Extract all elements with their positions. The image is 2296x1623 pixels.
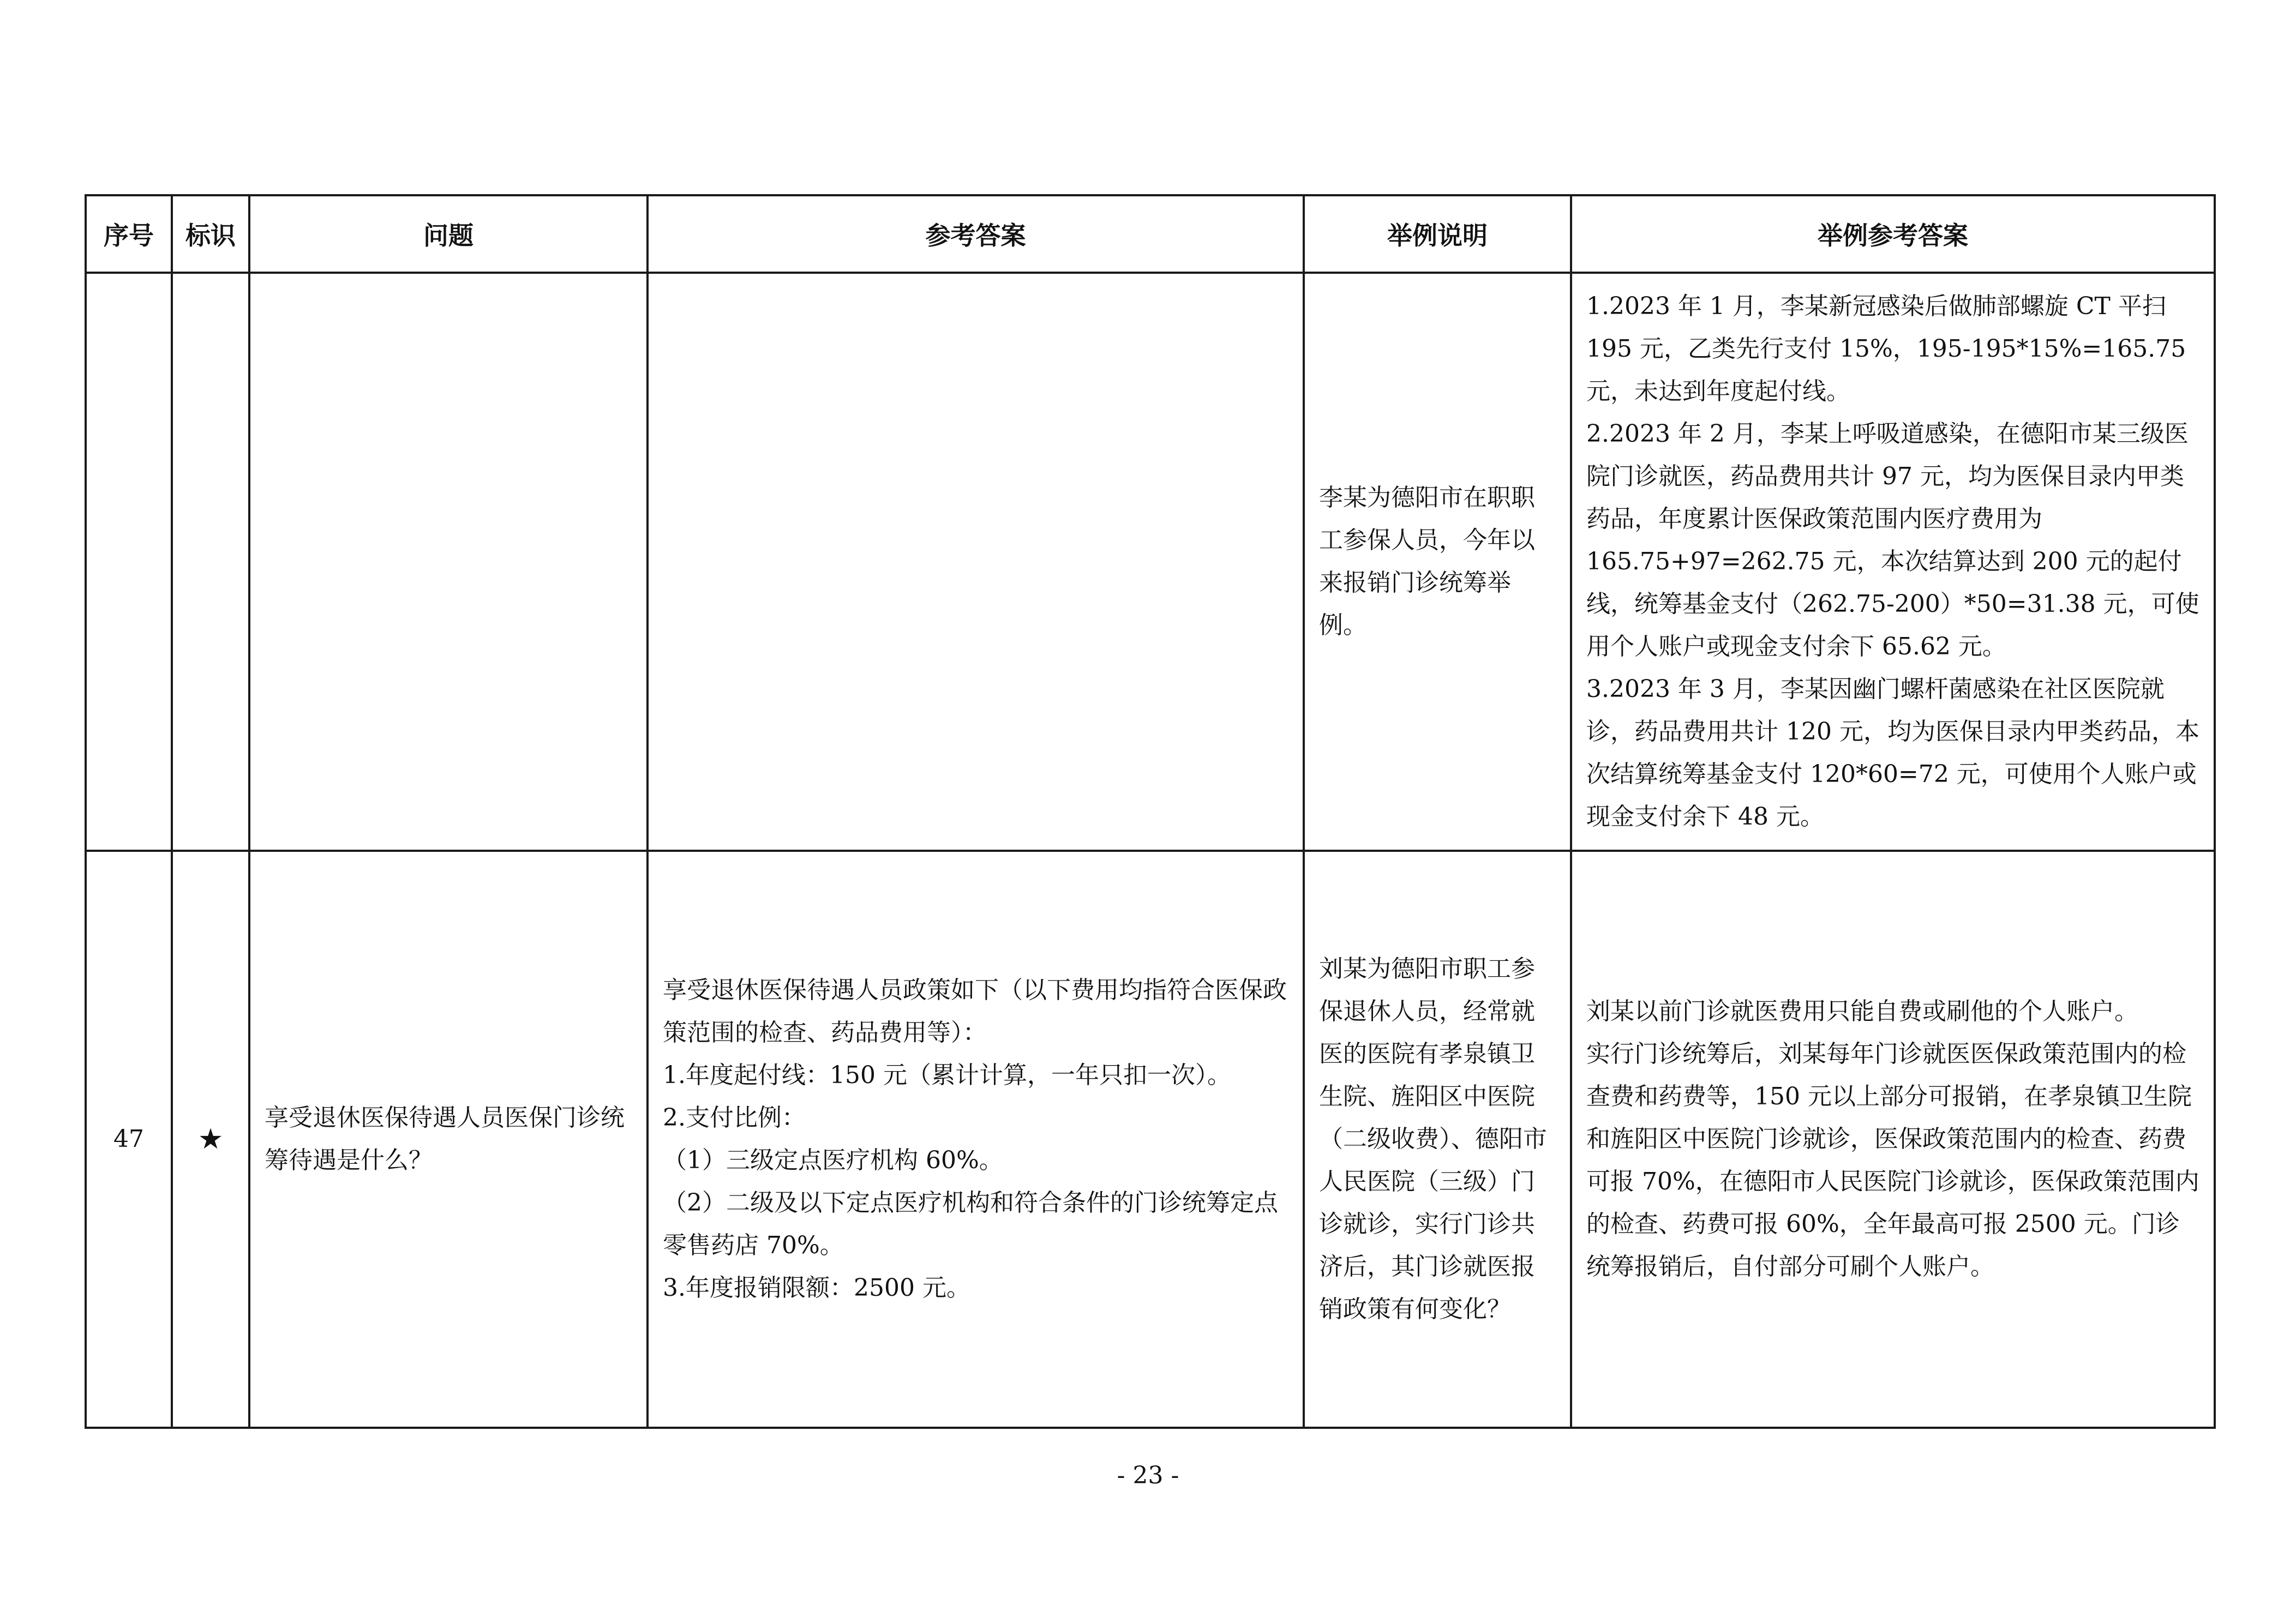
page-number: - 23 -	[1117, 1462, 1179, 1489]
header-example: 举例说明	[1304, 195, 1571, 273]
row-answer	[648, 851, 1304, 1428]
answer-line: 2.支付比例：	[663, 1104, 806, 1132]
row-example: 刘某为德阳市职工参保退休人员，经常就医的医院有孝泉镇卫生院、旌阳区中医院（二级收费）、德阳市人民医院（三级）门诊就诊，实行门诊共济后，其门诊就医报销政策有何变化？	[1304, 851, 1571, 1428]
row-mark	[172, 273, 249, 851]
row-question: 享受退休医保待遇人员医保门诊统筹待遇是什么？	[249, 851, 648, 1428]
answer-line: 1.年度起付线：150 元（累计计算，一年只扣一次）。	[663, 1061, 1231, 1089]
answer-line: 享受退休医保待遇人员政策如下（以下费用均指符合医保政策范围的检查、药品费用等）：	[663, 976, 1287, 1047]
example-answer-line: 刘某以前门诊就医费用只能自费或刷他的个人账户。	[1586, 997, 2138, 1025]
row-question	[249, 273, 648, 851]
answer-line: （2）二级及以下定点医疗机构和符合条件的门诊统筹定点零售药店 70%。	[663, 1189, 1278, 1259]
answer-line: （1）三级定点医疗机构 60%。	[663, 1146, 1003, 1174]
header-no: 序号	[86, 195, 172, 273]
example-answer-line: 3.2023 年 3 月，李某因幽门螺杆菌感染在社区医院就诊，药品费用共计 120 元，均为医保目录内甲类药品，本次结算统筹基金支付 120*60=72 元，可使用个人账户或现金支付余下 48 元。	[1586, 675, 2199, 831]
example-answer-line: 1.2023 年 1 月，李某新冠感染后做肺部螺旋 CT 平扫 195 元，乙类先行支付 15%，195-195*15%=165.75 元，未达到年度起付线。	[1586, 292, 2186, 405]
header-answer: 参考答案	[648, 195, 1304, 273]
row-example-answer	[1571, 851, 2215, 1428]
row-no: 47	[86, 851, 172, 1428]
header-example-answer: 举例参考答案	[1571, 195, 2215, 273]
table-row	[86, 273, 2215, 851]
row-example-answer	[1571, 273, 2215, 851]
row-example: 李某为德阳市在职职工参保人员，今年以来报销门诊统筹举例。	[1304, 273, 1571, 851]
example-answer-line: 2.2023 年 2 月，李某上呼吸道感染，在德阳市某三级医院门诊就医，药品费用共计 97 元，均为医保目录内甲类药品，年度累计医保政策范围内医疗费用为 165.75+97=262.75 元，本次结算达到 200 元的起付线，统筹基金支付（262.75-200）*50=31.38 元，可使用个人账户或现金支付余下 65.62 元。	[1586, 420, 2199, 660]
row-no	[86, 273, 172, 851]
header-mark: 标识	[172, 195, 249, 273]
qa-table	[85, 194, 2216, 1429]
row-answer	[648, 273, 1304, 851]
table-row	[86, 851, 2215, 1428]
table-header-row	[86, 195, 2215, 273]
header-question: 问题	[249, 195, 648, 273]
example-answer-line: 实行门诊统筹后，刘某每年门诊就医医保政策范围内的检查费和药费等，150 元以上部分可报销，在孝泉镇卫生院和旌阳区中医院门诊就诊，医保政策范围内的检查、药费可报 70%，在德阳市人民医院门诊就诊，医保政策范围内的检查、药费可报 60%，全年最高可报 2500 元。门诊统筹报销后，自付部分可刷个人账户。	[1586, 1040, 2199, 1281]
star-icon: ★	[172, 851, 249, 1428]
answer-line: 3.年度报销限额：2500 元。	[663, 1274, 970, 1302]
